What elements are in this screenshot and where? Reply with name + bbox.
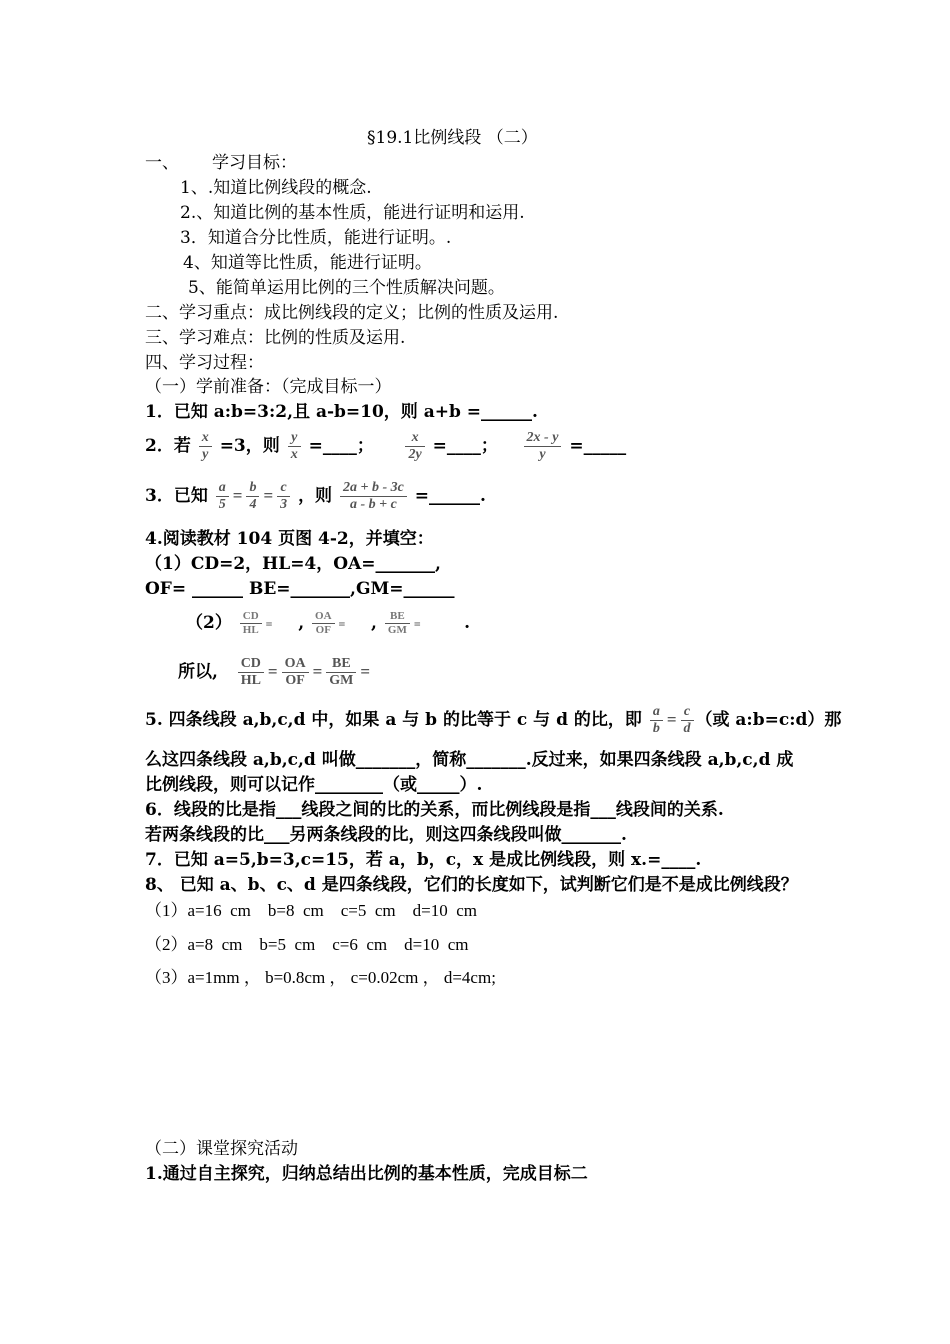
goal-4: 4、知道等比性质，能进行证明。: [183, 253, 432, 273]
question-8-item-2: （2）a=8 cm b=5 cm c=6 cm d=10 cm: [145, 935, 469, 954]
q5-text-b: （或 a:b=c:d）那: [695, 710, 842, 730]
q3-fraction-a-over-5: $\frac{a}{5}$: [216, 480, 229, 513]
question-4-part-2: （2） $\frac{CD}{HL}$ = , $\frac{OA}{OF}$ = , $\frac{BE}{GM}$ = .: [186, 610, 471, 636]
part-2-question-1: 1.通过自主探究，归纳总结出比例的基本性质，完成目标二: [145, 1164, 588, 1184]
q3-fraction-b-over-4: $\frac{b}{4}$: [246, 480, 259, 513]
q2-fraction-x-over-2y: $\frac{x}{2y}$: [405, 430, 424, 463]
q4-ratio-be-gm-large: $\frac{BE}{GM}$: [326, 656, 356, 689]
goal-3: 3．知道合分比性质，能进行证明。.: [180, 228, 452, 248]
q2-blank-1: =____；: [308, 436, 374, 456]
q2-prefix: 2．若: [145, 436, 191, 456]
q3-ratio-expression: $\frac{2a + b - 3c}{a - b + c}$: [340, 480, 407, 513]
page-title: §19.1比例线段 （二）: [367, 128, 538, 148]
q2-fraction-2x-minus-y-over-y: $\frac{2x - y}{y}$: [524, 430, 562, 463]
question-7: 7．已知 a=5,b=3,c=15，若 a，b，c，x 是成比例线段，则 x.=____.: [145, 850, 702, 870]
section-3: 三、学习难点：比例的性质及运用.: [145, 328, 406, 348]
q2-fraction-y-over-x: $\frac{y}{x}$: [288, 430, 301, 463]
question-6-line-2: 若两条线段的比___另两条线段的比，则这四条线段叫做_______.: [145, 825, 627, 845]
question-1: 1．已知 a:b=3:2,且 a-b=10，则 a+b =______.: [145, 402, 538, 422]
section-4: 四、学习过程：: [145, 353, 264, 373]
part-1-heading: （一）学前准备：（完成目标一）: [145, 377, 392, 397]
q4-so-label: 所以,: [178, 662, 218, 682]
goal-1: 1、.知道比例线段的概念.: [180, 178, 372, 198]
question-6-line-1: 6．线段的比是指___线段之间的比的关系，而比例线段是指___线段间的关系.: [145, 800, 724, 820]
question-5-line-3: 比例线段，则可以记作________（或_____）.: [145, 775, 483, 795]
q4-ratio-oa-of: $\frac{OA}{OF}$: [312, 610, 335, 637]
q4-ratio-cd-hl-large: $\frac{CD}{HL}$: [238, 656, 264, 689]
question-5-line-2: 么这四条线段 a,b,c,d 叫做_______，简称_______.反过来，如果四条线段 a,b,c,d 成: [145, 750, 794, 770]
question-8-item-3: （3）a=1mm ， b=0.8cm ， c=0.02cm ， d=4cm;: [145, 968, 496, 987]
q4-ratio-oa-of-large: $\frac{OA}{OF}$: [282, 656, 309, 689]
q5-fraction-c-over-d: $\frac{c}{d}$: [681, 704, 694, 737]
q3-prefix: 3．已知: [145, 486, 208, 506]
question-4-conclusion: 所以, $\frac{CD}{HL}$ = $\frac{OA}{OF}$ = $\frac{BE}{GM}$ =: [178, 656, 371, 688]
q2-given-value: =3，则: [219, 436, 280, 456]
q2-blank-2: =____；: [432, 436, 498, 456]
q2-blank-3: =_____: [569, 436, 627, 456]
q3-fraction-c-over-3: $\frac{c}{3}$: [277, 480, 290, 513]
question-4-intro: 4.阅读教材 104 页图 4-2，并填空：: [145, 529, 434, 549]
question-3: 3．已知 $\frac{a}{5}$ = $\frac{b}{4}$ = $\frac{c}{3}$ ，则 $\frac{2a + b - 3c}{a - b + c}$ =______.: [145, 480, 486, 512]
section-1-heading: 学习目标：: [212, 153, 297, 173]
q5-fraction-a-over-b: $\frac{a}{b}$: [650, 704, 663, 737]
q2-fraction-x-over-y: $\frac{x}{y}$: [199, 430, 212, 463]
goal-5: 5、能简单运用比例的三个性质解决问题。: [188, 278, 505, 298]
question-8-item-1: （1）a=16 cm b=8 cm c=5 cm d=10 cm: [145, 901, 478, 920]
question-2: [145, 427, 626, 465]
q3-then: ，则: [298, 486, 333, 506]
q4-ratio-cd-hl: $\frac{CD}{HL}$: [240, 610, 262, 637]
question-5-line-1: 5. 四条线段 a,b,c,d 中，如果 a 与 b 的比等于 c 与 d 的比，即 $\frac{a}{b}$ = $\frac{c}{d}$ （或 a:b=c:d）那: [145, 704, 842, 736]
question-8: 8、 已知 a、b、c、d 是四条线段，它们的长度如下，试判断它们是不是成比例线段？: [145, 875, 798, 895]
q3-blank: =______.: [414, 486, 486, 506]
q5-text-a: 5. 四条线段 a,b,c,d 中，如果 a 与 b 的比等于 c 与 d 的比，即: [145, 710, 642, 730]
goal-2: 2.、知道比例的基本性质，能进行证明和运用.: [180, 203, 525, 223]
q4-ratio-be-gm: $\frac{BE}{GM}$: [385, 610, 410, 637]
question-4-part-1-cont: OF= ______ BE=_______,GM=______: [145, 579, 455, 599]
q4-part-2-label: （2）: [186, 613, 232, 633]
question-4-part-1: （1）CD=2，HL=4，OA=_______,: [145, 554, 441, 574]
part-2-heading: （二）课堂探究活动: [145, 1139, 298, 1159]
section-1-number: 一、: [145, 153, 179, 173]
section-2: 二、学习重点：成比例线段的定义；比例的性质及运用.: [145, 303, 559, 323]
